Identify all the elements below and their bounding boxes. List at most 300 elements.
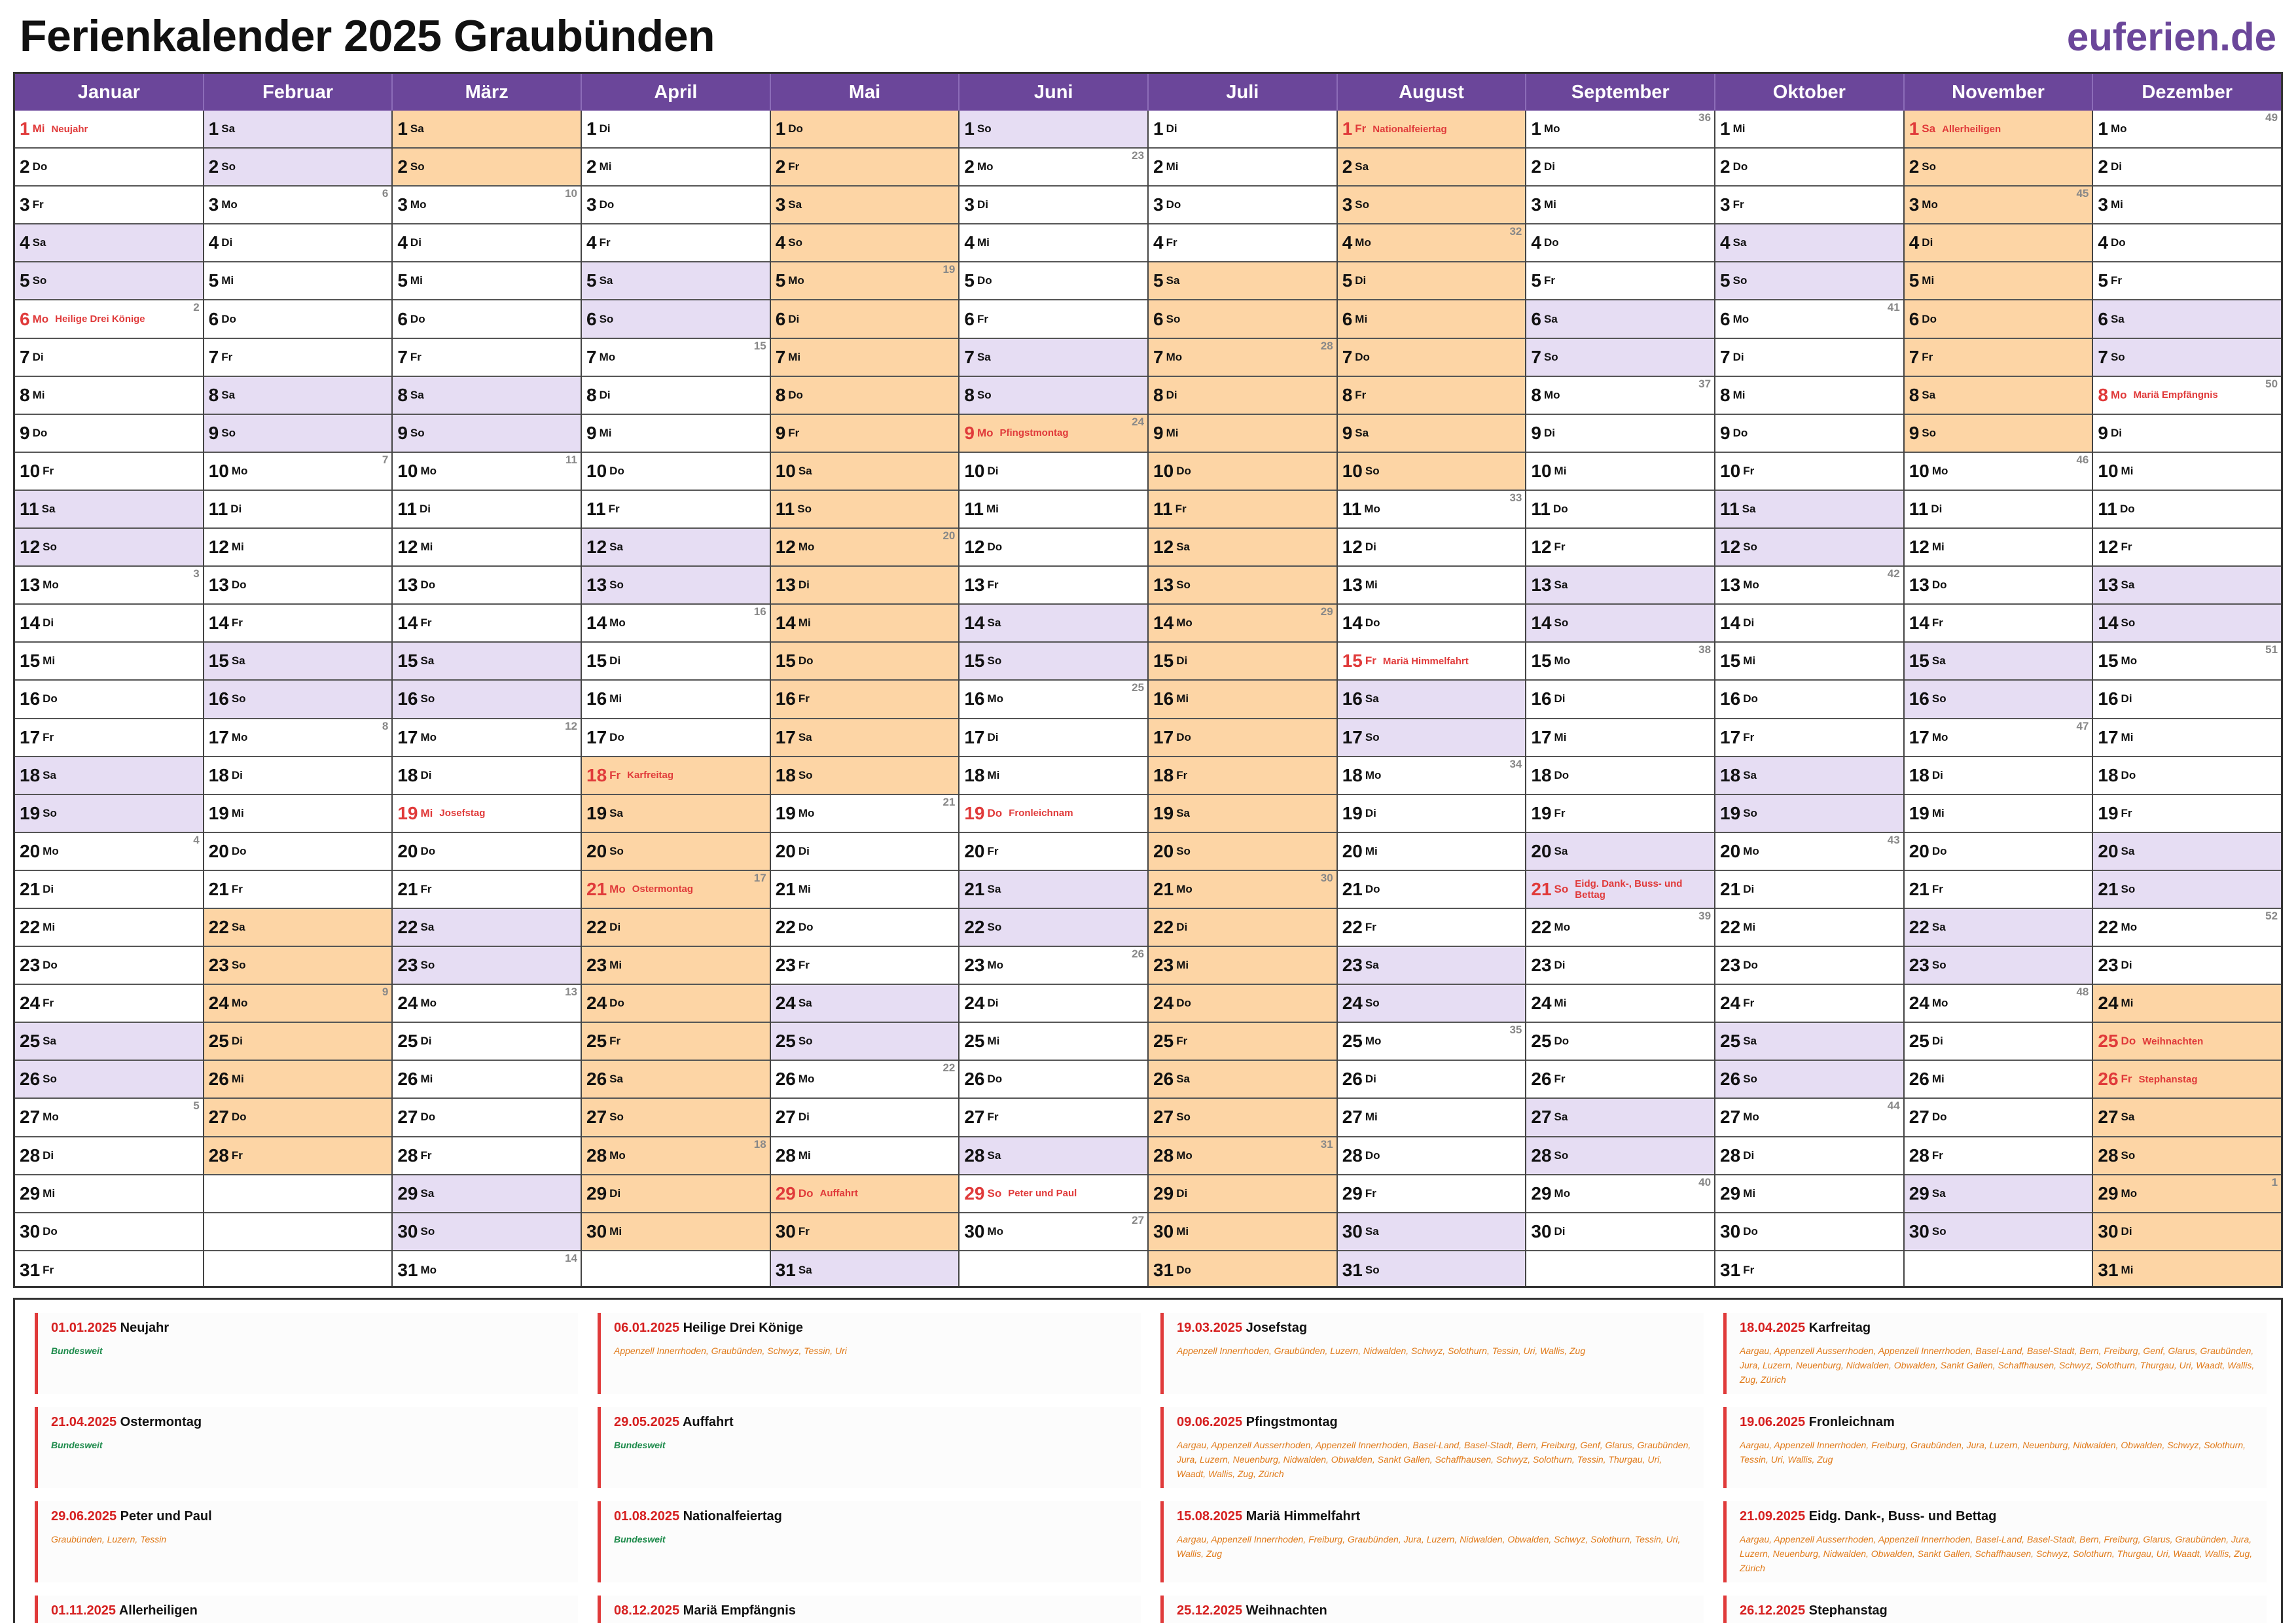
day-cell[interactable] (2093, 871, 2281, 909)
day-cell[interactable] (582, 1099, 770, 1137)
brand-logo[interactable]: euferien.de (2066, 15, 2276, 59)
day-cell[interactable] (1715, 567, 1903, 605)
day-cell[interactable] (1338, 947, 1526, 985)
day-cell[interactable] (1905, 453, 2092, 491)
day-cell[interactable] (15, 1061, 203, 1099)
day-cell[interactable] (1715, 453, 1903, 491)
day-cell[interactable] (1526, 567, 1714, 605)
day-cell[interactable] (960, 187, 1147, 224)
day-cell[interactable] (15, 1251, 203, 1288)
day-cell[interactable] (2093, 567, 2281, 605)
day-cell[interactable] (1715, 300, 1903, 338)
day-cell[interactable] (393, 1061, 581, 1099)
day-cell[interactable] (1526, 1137, 1714, 1175)
day-cell[interactable] (771, 909, 959, 947)
day-cell[interactable] (960, 681, 1147, 719)
day-cell[interactable] (393, 187, 581, 224)
day-cell[interactable] (771, 491, 959, 529)
day-cell[interactable] (1149, 681, 1336, 719)
day-cell[interactable] (1715, 909, 1903, 947)
day-cell[interactable] (1149, 947, 1336, 985)
day-cell[interactable] (393, 567, 581, 605)
day-cell[interactable] (1905, 149, 2092, 187)
day-cell[interactable] (1149, 529, 1336, 567)
day-cell[interactable] (582, 947, 770, 985)
day-cell[interactable] (15, 909, 203, 947)
day-cell[interactable] (771, 1213, 959, 1251)
day-cell[interactable] (393, 1213, 581, 1251)
day-cell[interactable] (582, 1023, 770, 1061)
day-cell[interactable] (204, 339, 392, 377)
day-cell[interactable] (2093, 529, 2281, 567)
day-cell[interactable] (2093, 719, 2281, 757)
day-cell[interactable] (582, 453, 770, 491)
day-cell[interactable] (582, 1175, 770, 1213)
day-cell[interactable] (2093, 1251, 2281, 1288)
day-cell[interactable] (582, 681, 770, 719)
day-cell[interactable] (1338, 224, 1526, 262)
day-cell[interactable] (15, 111, 203, 149)
day-cell[interactable] (15, 871, 203, 909)
day-cell[interactable] (960, 415, 1147, 453)
day-cell[interactable] (1715, 491, 1903, 529)
day-cell[interactable] (1526, 757, 1714, 795)
day-cell[interactable] (582, 1213, 770, 1251)
day-cell[interactable] (204, 453, 392, 491)
day-cell[interactable] (2093, 149, 2281, 187)
day-cell[interactable] (204, 795, 392, 833)
day-cell[interactable] (1715, 149, 1903, 187)
day-cell[interactable] (1149, 262, 1336, 300)
day-cell[interactable] (1905, 300, 2092, 338)
day-cell[interactable] (204, 111, 392, 149)
day-cell[interactable] (1149, 1251, 1336, 1288)
day-cell[interactable] (15, 1213, 203, 1251)
day-cell[interactable] (960, 377, 1147, 415)
day-cell[interactable] (1715, 1175, 1903, 1213)
day-cell[interactable] (393, 795, 581, 833)
day-cell[interactable] (1715, 339, 1903, 377)
day-cell[interactable] (1338, 795, 1526, 833)
day-cell[interactable] (2093, 681, 2281, 719)
day-cell[interactable] (1715, 1099, 1903, 1137)
day-cell[interactable] (582, 871, 770, 909)
day-cell[interactable] (1905, 643, 2092, 681)
day-cell[interactable] (15, 833, 203, 871)
day-cell[interactable] (1526, 187, 1714, 224)
day-cell[interactable] (393, 415, 581, 453)
day-cell[interactable] (393, 985, 581, 1023)
day-cell[interactable] (2093, 833, 2281, 871)
day-cell[interactable] (1905, 262, 2092, 300)
day-cell[interactable] (1149, 111, 1336, 149)
day-cell[interactable] (2093, 377, 2281, 415)
day-cell[interactable] (15, 415, 203, 453)
day-cell[interactable] (393, 453, 581, 491)
day-cell[interactable] (1338, 491, 1526, 529)
day-cell[interactable] (1149, 871, 1336, 909)
day-cell[interactable] (1149, 377, 1336, 415)
day-cell[interactable] (1526, 909, 1714, 947)
day-cell[interactable] (393, 1137, 581, 1175)
day-cell[interactable] (204, 985, 392, 1023)
day-cell[interactable] (1715, 605, 1903, 643)
day-cell[interactable] (2093, 1061, 2281, 1099)
day-cell[interactable] (1526, 643, 1714, 681)
day-cell[interactable] (1526, 681, 1714, 719)
day-cell[interactable] (960, 491, 1147, 529)
day-cell[interactable] (393, 605, 581, 643)
day-cell[interactable] (771, 1251, 959, 1288)
day-cell[interactable] (1526, 795, 1714, 833)
day-cell[interactable] (15, 1175, 203, 1213)
day-cell[interactable] (771, 567, 959, 605)
day-cell[interactable] (960, 605, 1147, 643)
day-cell[interactable] (393, 757, 581, 795)
day-cell[interactable] (393, 719, 581, 757)
day-cell[interactable] (204, 300, 392, 338)
day-cell[interactable] (1338, 871, 1526, 909)
day-cell[interactable] (960, 1175, 1147, 1213)
day-cell[interactable] (1338, 757, 1526, 795)
day-cell[interactable] (2093, 1137, 2281, 1175)
day-cell[interactable] (1149, 1023, 1336, 1061)
day-cell[interactable] (15, 149, 203, 187)
day-cell[interactable] (1905, 1175, 2092, 1213)
day-cell[interactable] (960, 262, 1147, 300)
day-cell[interactable] (1715, 1061, 1903, 1099)
day-cell[interactable] (1338, 909, 1526, 947)
day-cell[interactable] (204, 567, 392, 605)
day-cell[interactable] (1149, 1213, 1336, 1251)
day-cell[interactable] (393, 947, 581, 985)
day-cell[interactable] (1338, 529, 1526, 567)
day-cell[interactable] (1526, 262, 1714, 300)
day-cell[interactable] (1715, 719, 1903, 757)
day-cell[interactable] (204, 719, 392, 757)
day-cell[interactable] (1149, 1137, 1336, 1175)
day-cell[interactable] (15, 453, 203, 491)
day-cell[interactable] (771, 224, 959, 262)
day-cell[interactable] (393, 681, 581, 719)
day-cell[interactable] (582, 1137, 770, 1175)
day-cell[interactable] (960, 833, 1147, 871)
day-cell[interactable] (1149, 833, 1336, 871)
day-cell[interactable] (1905, 1137, 2092, 1175)
day-cell[interactable] (582, 187, 770, 224)
day-cell[interactable] (582, 795, 770, 833)
day-cell[interactable] (1526, 111, 1714, 149)
day-cell[interactable] (1149, 795, 1336, 833)
day-cell[interactable] (2093, 415, 2281, 453)
day-cell[interactable] (1338, 681, 1526, 719)
day-cell[interactable] (15, 605, 203, 643)
day-cell[interactable] (1149, 719, 1336, 757)
day-cell[interactable] (204, 1061, 392, 1099)
day-cell[interactable] (393, 909, 581, 947)
day-cell[interactable] (1715, 415, 1903, 453)
day-cell[interactable] (1338, 1137, 1526, 1175)
day-cell[interactable] (1526, 1099, 1714, 1137)
day-cell[interactable] (2093, 1175, 2281, 1213)
day-cell[interactable] (393, 1023, 581, 1061)
day-cell[interactable] (2093, 111, 2281, 149)
day-cell[interactable] (393, 149, 581, 187)
day-cell[interactable] (1526, 339, 1714, 377)
day-cell[interactable] (15, 795, 203, 833)
day-cell[interactable] (15, 719, 203, 757)
day-cell[interactable] (771, 111, 959, 149)
day-cell[interactable] (771, 985, 959, 1023)
day-cell[interactable] (393, 643, 581, 681)
day-cell[interactable] (2093, 1023, 2281, 1061)
day-cell[interactable] (393, 1251, 581, 1288)
day-cell[interactable] (2093, 453, 2281, 491)
day-cell[interactable] (204, 947, 392, 985)
day-cell[interactable] (1526, 1023, 1714, 1061)
day-cell[interactable] (393, 491, 581, 529)
day-cell[interactable] (204, 643, 392, 681)
day-cell[interactable] (1149, 1061, 1336, 1099)
day-cell[interactable] (1526, 719, 1714, 757)
day-cell[interactable] (771, 149, 959, 187)
day-cell[interactable] (1526, 377, 1714, 415)
day-cell[interactable] (960, 567, 1147, 605)
day-cell[interactable] (771, 262, 959, 300)
day-cell[interactable] (960, 149, 1147, 187)
day-cell[interactable] (582, 909, 770, 947)
day-cell[interactable] (2093, 339, 2281, 377)
day-cell[interactable] (771, 795, 959, 833)
day-cell[interactable] (2093, 1213, 2281, 1251)
day-cell[interactable] (1526, 985, 1714, 1023)
day-cell[interactable] (1715, 187, 1903, 224)
day-cell[interactable] (204, 1023, 392, 1061)
day-cell[interactable] (1149, 187, 1336, 224)
day-cell[interactable] (15, 262, 203, 300)
day-cell[interactable] (393, 1099, 581, 1137)
day-cell[interactable] (1149, 605, 1336, 643)
day-cell[interactable] (582, 985, 770, 1023)
day-cell[interactable] (1905, 757, 2092, 795)
day-cell[interactable] (1338, 453, 1526, 491)
day-cell[interactable] (771, 833, 959, 871)
day-cell[interactable] (204, 833, 392, 871)
day-cell[interactable] (393, 262, 581, 300)
day-cell[interactable] (1338, 149, 1526, 187)
day-cell[interactable] (1526, 605, 1714, 643)
day-cell[interactable] (1905, 871, 2092, 909)
day-cell[interactable] (582, 262, 770, 300)
day-cell[interactable] (582, 491, 770, 529)
day-cell[interactable] (204, 149, 392, 187)
day-cell[interactable] (2093, 643, 2281, 681)
day-cell[interactable] (960, 1061, 1147, 1099)
day-cell[interactable] (1338, 985, 1526, 1023)
day-cell[interactable] (1905, 1023, 2092, 1061)
day-cell[interactable] (1149, 1099, 1336, 1137)
day-cell[interactable] (1338, 1023, 1526, 1061)
day-cell[interactable] (960, 757, 1147, 795)
day-cell[interactable] (1905, 947, 2092, 985)
day-cell[interactable] (1715, 111, 1903, 149)
day-cell[interactable] (1905, 415, 2092, 453)
day-cell[interactable] (1338, 187, 1526, 224)
day-cell[interactable] (582, 300, 770, 338)
day-cell[interactable] (1905, 339, 2092, 377)
day-cell[interactable] (771, 643, 959, 681)
day-cell[interactable] (1149, 453, 1336, 491)
day-cell[interactable] (1338, 339, 1526, 377)
day-cell[interactable] (1715, 1137, 1903, 1175)
day-cell[interactable] (1338, 1061, 1526, 1099)
day-cell[interactable] (582, 1061, 770, 1099)
day-cell[interactable] (771, 187, 959, 224)
day-cell[interactable] (1526, 300, 1714, 338)
day-cell[interactable] (1715, 643, 1903, 681)
day-cell[interactable] (204, 605, 392, 643)
day-cell[interactable] (582, 149, 770, 187)
day-cell[interactable] (1905, 833, 2092, 871)
day-cell[interactable] (2093, 909, 2281, 947)
day-cell[interactable] (1905, 377, 2092, 415)
day-cell[interactable] (960, 719, 1147, 757)
day-cell[interactable] (582, 567, 770, 605)
day-cell[interactable] (1149, 1175, 1336, 1213)
day-cell[interactable] (1149, 224, 1336, 262)
day-cell[interactable] (1149, 300, 1336, 338)
day-cell[interactable] (2093, 757, 2281, 795)
day-cell[interactable] (15, 1023, 203, 1061)
day-cell[interactable] (15, 339, 203, 377)
day-cell[interactable] (1715, 947, 1903, 985)
day-cell[interactable] (582, 757, 770, 795)
day-cell[interactable] (771, 529, 959, 567)
day-cell[interactable] (1149, 567, 1336, 605)
day-cell[interactable] (1715, 757, 1903, 795)
day-cell[interactable] (771, 339, 959, 377)
day-cell[interactable] (1715, 681, 1903, 719)
day-cell[interactable] (771, 377, 959, 415)
day-cell[interactable] (582, 529, 770, 567)
day-cell[interactable] (1338, 1099, 1526, 1137)
day-cell[interactable] (771, 681, 959, 719)
day-cell[interactable] (1715, 377, 1903, 415)
day-cell[interactable] (1905, 224, 2092, 262)
day-cell[interactable] (1715, 224, 1903, 262)
day-cell[interactable] (1715, 262, 1903, 300)
day-cell[interactable] (960, 985, 1147, 1023)
day-cell[interactable] (1905, 491, 2092, 529)
day-cell[interactable] (2093, 795, 2281, 833)
day-cell[interactable] (771, 300, 959, 338)
day-cell[interactable] (1905, 1213, 2092, 1251)
day-cell[interactable] (15, 985, 203, 1023)
day-cell[interactable] (582, 643, 770, 681)
day-cell[interactable] (771, 947, 959, 985)
day-cell[interactable] (1338, 262, 1526, 300)
day-cell[interactable] (960, 339, 1147, 377)
day-cell[interactable] (960, 1213, 1147, 1251)
day-cell[interactable] (1338, 833, 1526, 871)
day-cell[interactable] (1338, 300, 1526, 338)
day-cell[interactable] (393, 529, 581, 567)
day-cell[interactable] (1905, 187, 2092, 224)
day-cell[interactable] (393, 300, 581, 338)
day-cell[interactable] (1905, 681, 2092, 719)
day-cell[interactable] (2093, 491, 2281, 529)
day-cell[interactable] (1905, 909, 2092, 947)
day-cell[interactable] (1149, 757, 1336, 795)
day-cell[interactable] (1905, 1099, 2092, 1137)
day-cell[interactable] (1905, 985, 2092, 1023)
day-cell[interactable] (2093, 262, 2281, 300)
day-cell[interactable] (771, 1061, 959, 1099)
day-cell[interactable] (1526, 1175, 1714, 1213)
day-cell[interactable] (15, 491, 203, 529)
day-cell[interactable] (15, 757, 203, 795)
day-cell[interactable] (15, 300, 203, 338)
day-cell[interactable] (1338, 377, 1526, 415)
day-cell[interactable] (15, 567, 203, 605)
day-cell[interactable] (15, 1099, 203, 1137)
day-cell[interactable] (960, 1023, 1147, 1061)
day-cell[interactable] (1338, 719, 1526, 757)
day-cell[interactable] (2093, 947, 2281, 985)
day-cell[interactable] (2093, 605, 2281, 643)
day-cell[interactable] (960, 1137, 1147, 1175)
day-cell[interactable] (1905, 111, 2092, 149)
day-cell[interactable] (204, 871, 392, 909)
day-cell[interactable] (1526, 529, 1714, 567)
day-cell[interactable] (960, 947, 1147, 985)
day-cell[interactable] (1526, 224, 1714, 262)
day-cell[interactable] (1526, 415, 1714, 453)
day-cell[interactable] (204, 1099, 392, 1137)
day-cell[interactable] (2093, 300, 2281, 338)
day-cell[interactable] (2093, 187, 2281, 224)
day-cell[interactable] (582, 605, 770, 643)
day-cell[interactable] (771, 415, 959, 453)
day-cell[interactable] (15, 224, 203, 262)
day-cell[interactable] (960, 453, 1147, 491)
day-cell[interactable] (15, 643, 203, 681)
day-cell[interactable] (2093, 1099, 2281, 1137)
day-cell[interactable] (582, 719, 770, 757)
day-cell[interactable] (204, 1137, 392, 1175)
day-cell[interactable] (960, 871, 1147, 909)
day-cell[interactable] (582, 224, 770, 262)
day-cell[interactable] (1905, 567, 2092, 605)
day-cell[interactable] (204, 262, 392, 300)
day-cell[interactable] (1526, 833, 1714, 871)
day-cell[interactable] (771, 1137, 959, 1175)
day-cell[interactable] (204, 491, 392, 529)
day-cell[interactable] (1338, 1175, 1526, 1213)
day-cell[interactable] (960, 795, 1147, 833)
day-cell[interactable] (204, 377, 392, 415)
day-cell[interactable] (1149, 643, 1336, 681)
day-cell[interactable] (771, 605, 959, 643)
day-cell[interactable] (771, 1023, 959, 1061)
day-cell[interactable] (582, 833, 770, 871)
day-cell[interactable] (1715, 985, 1903, 1023)
day-cell[interactable] (393, 339, 581, 377)
day-cell[interactable] (582, 339, 770, 377)
day-cell[interactable] (1338, 605, 1526, 643)
day-cell[interactable] (960, 909, 1147, 947)
day-cell[interactable] (960, 300, 1147, 338)
